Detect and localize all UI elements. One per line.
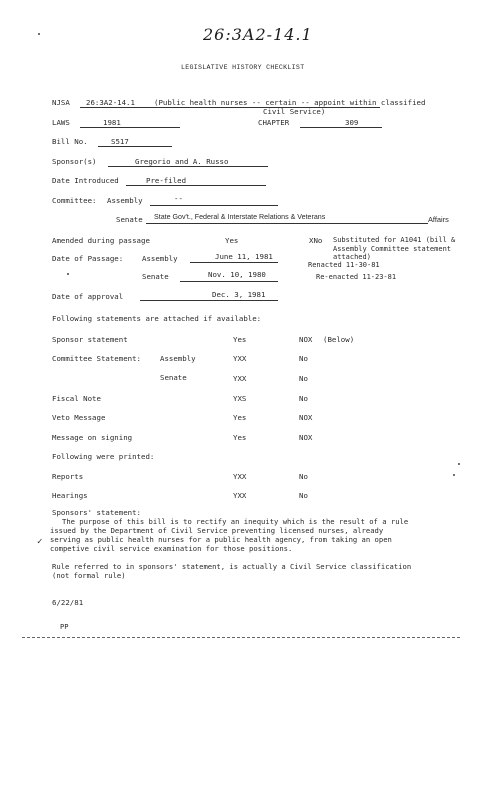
date-stamp: 6/22/81 — [52, 598, 84, 607]
statement-label: Message on signing — [52, 433, 133, 442]
njsa-label: NJSA — [52, 98, 70, 107]
sponsor-statement-line: competive civil service examination for those positions. — [50, 544, 293, 553]
printed-yes: YXX — [233, 491, 247, 500]
handwritten-statute-code: 26:3A2-14.1 — [203, 25, 313, 44]
statement-yes: YXS — [233, 394, 247, 403]
speck — [38, 33, 40, 35]
passage-assembly-note: Renacted 11-30-81 — [308, 261, 380, 269]
statement-sub-label: Senate — [160, 373, 187, 382]
statement-yes: Yes — [233, 335, 247, 344]
passage-assembly-underline — [190, 262, 278, 263]
committee-senate-value: State Gov't., Federal & Interstate Relations & Veterans — [154, 213, 326, 221]
laws-year: 1981 — [103, 118, 121, 127]
printed-label: Hearings — [52, 491, 88, 500]
amended-note-line1: Substituted for A1041 (bill & — [333, 236, 456, 244]
sponsor-statement-line: The purpose of this bill is to rectify an inequity which is the result of a rule — [62, 517, 409, 526]
passage-assembly-label: Assembly — [142, 254, 178, 263]
date-introduced-value: Pre-filed — [146, 176, 187, 185]
njsa-description-line2: Civil Service) — [263, 107, 326, 116]
committee-assembly-underline — [150, 205, 278, 206]
speck — [453, 474, 455, 476]
bill-label: Bill No. — [52, 137, 88, 146]
amended-label: Amended during passage — [52, 236, 150, 245]
njsa-description-line1: (Public health nurses -- certain -- appoint within classified — [154, 98, 426, 107]
statement-label: Sponsor statement — [52, 335, 128, 344]
printed-heading: Following were printed: — [52, 452, 155, 461]
statement-yes: Yes — [233, 433, 247, 442]
date-introduced-underline — [126, 185, 266, 186]
sponsor-statement-line: serving as public health nurses for a public health agency, from taking an open — [50, 535, 392, 544]
speck — [458, 463, 460, 465]
njsa-underline — [80, 107, 380, 108]
njsa-value: 26:3A2-14.1 — [86, 98, 135, 107]
sponsors-underline — [108, 166, 268, 167]
committee-assembly-label: Assembly — [107, 196, 143, 205]
passage-senate-label: Senate — [142, 272, 169, 281]
statement-no: No — [299, 374, 308, 383]
bottom-dashed-rule — [22, 637, 460, 638]
laws-label: LAWS — [52, 118, 70, 127]
statement-label: Committee Statement: — [52, 354, 141, 363]
committee-senate-value-tail: Affairs — [428, 215, 449, 224]
printed-yes: YXX — [233, 472, 247, 481]
statement-yes: YXX — [233, 354, 247, 363]
bill-underline — [98, 146, 172, 147]
statement-sub-label: Assembly — [160, 354, 196, 363]
passage-senate-underline — [180, 281, 278, 282]
chapter-underline — [300, 127, 382, 128]
rule-note-line2: (not formal rule) — [52, 571, 126, 580]
committee-assembly-value: -- — [174, 194, 183, 203]
sponsors-label: Sponsor(s) — [52, 157, 97, 166]
chapter-label: CHAPTER — [258, 118, 290, 127]
statement-yes: Yes — [233, 413, 247, 422]
statements-heading: Following statements are attached if available: — [52, 314, 262, 323]
statement-no: No — [299, 354, 308, 363]
initials: PP — [60, 623, 69, 631]
sponsor-statement-heading: Sponsors' statement: — [52, 508, 141, 517]
sponsors-value: Gregorio and A. Russo — [135, 157, 229, 166]
sponsor-statement-line: issued by the Department of Civil Service preventing licensed nurses, already — [50, 526, 384, 535]
speck — [67, 273, 69, 275]
amended-yes: Yes — [225, 236, 239, 245]
printed-no: No — [299, 472, 308, 481]
laws-underline — [80, 127, 180, 128]
printed-no: No — [299, 491, 308, 500]
margin-mark: ✓ — [37, 537, 43, 547]
committee-senate-label: Senate — [116, 215, 143, 224]
approval-underline — [140, 300, 278, 301]
passage-label: Date of Passage: — [52, 254, 124, 263]
printed-label: Reports — [52, 472, 84, 481]
committee-label: Committee: — [52, 196, 97, 205]
rule-note-line1: Rule referred to in sponsors' statement, is actually a Civil Service classification — [52, 562, 412, 571]
committee-senate-underline — [146, 223, 428, 224]
statement-note: (Below) — [323, 335, 355, 344]
amended-note-line2: Assembly Committee statement — [333, 245, 452, 253]
statement-no: NOX — [299, 433, 313, 442]
statement-no: NOX — [299, 335, 313, 344]
statement-yes: YXX — [233, 374, 247, 383]
bill-number: S517 — [111, 137, 129, 146]
approval-label: Date of approval — [52, 292, 124, 301]
page-title: LEGISLATIVE HISTORY CHECKLIST — [181, 64, 305, 71]
date-introduced-label: Date Introduced — [52, 176, 119, 185]
amended-no-mark: XNo — [309, 236, 323, 245]
passage-senate-date: Nov. 10, 1980 — [208, 270, 266, 279]
approval-date: Dec. 3, 1981 — [212, 290, 266, 299]
statement-label: Veto Message — [52, 413, 106, 422]
passage-assembly-date: June 11, 1981 — [215, 252, 273, 261]
statement-no: NOX — [299, 413, 313, 422]
passage-senate-note: Re-enacted 11-23-81 — [316, 273, 397, 281]
statement-label: Fiscal Note — [52, 394, 101, 403]
statement-no: No — [299, 394, 308, 403]
amended-note-line3: attached) — [333, 253, 371, 261]
chapter-value: 309 — [345, 118, 359, 127]
